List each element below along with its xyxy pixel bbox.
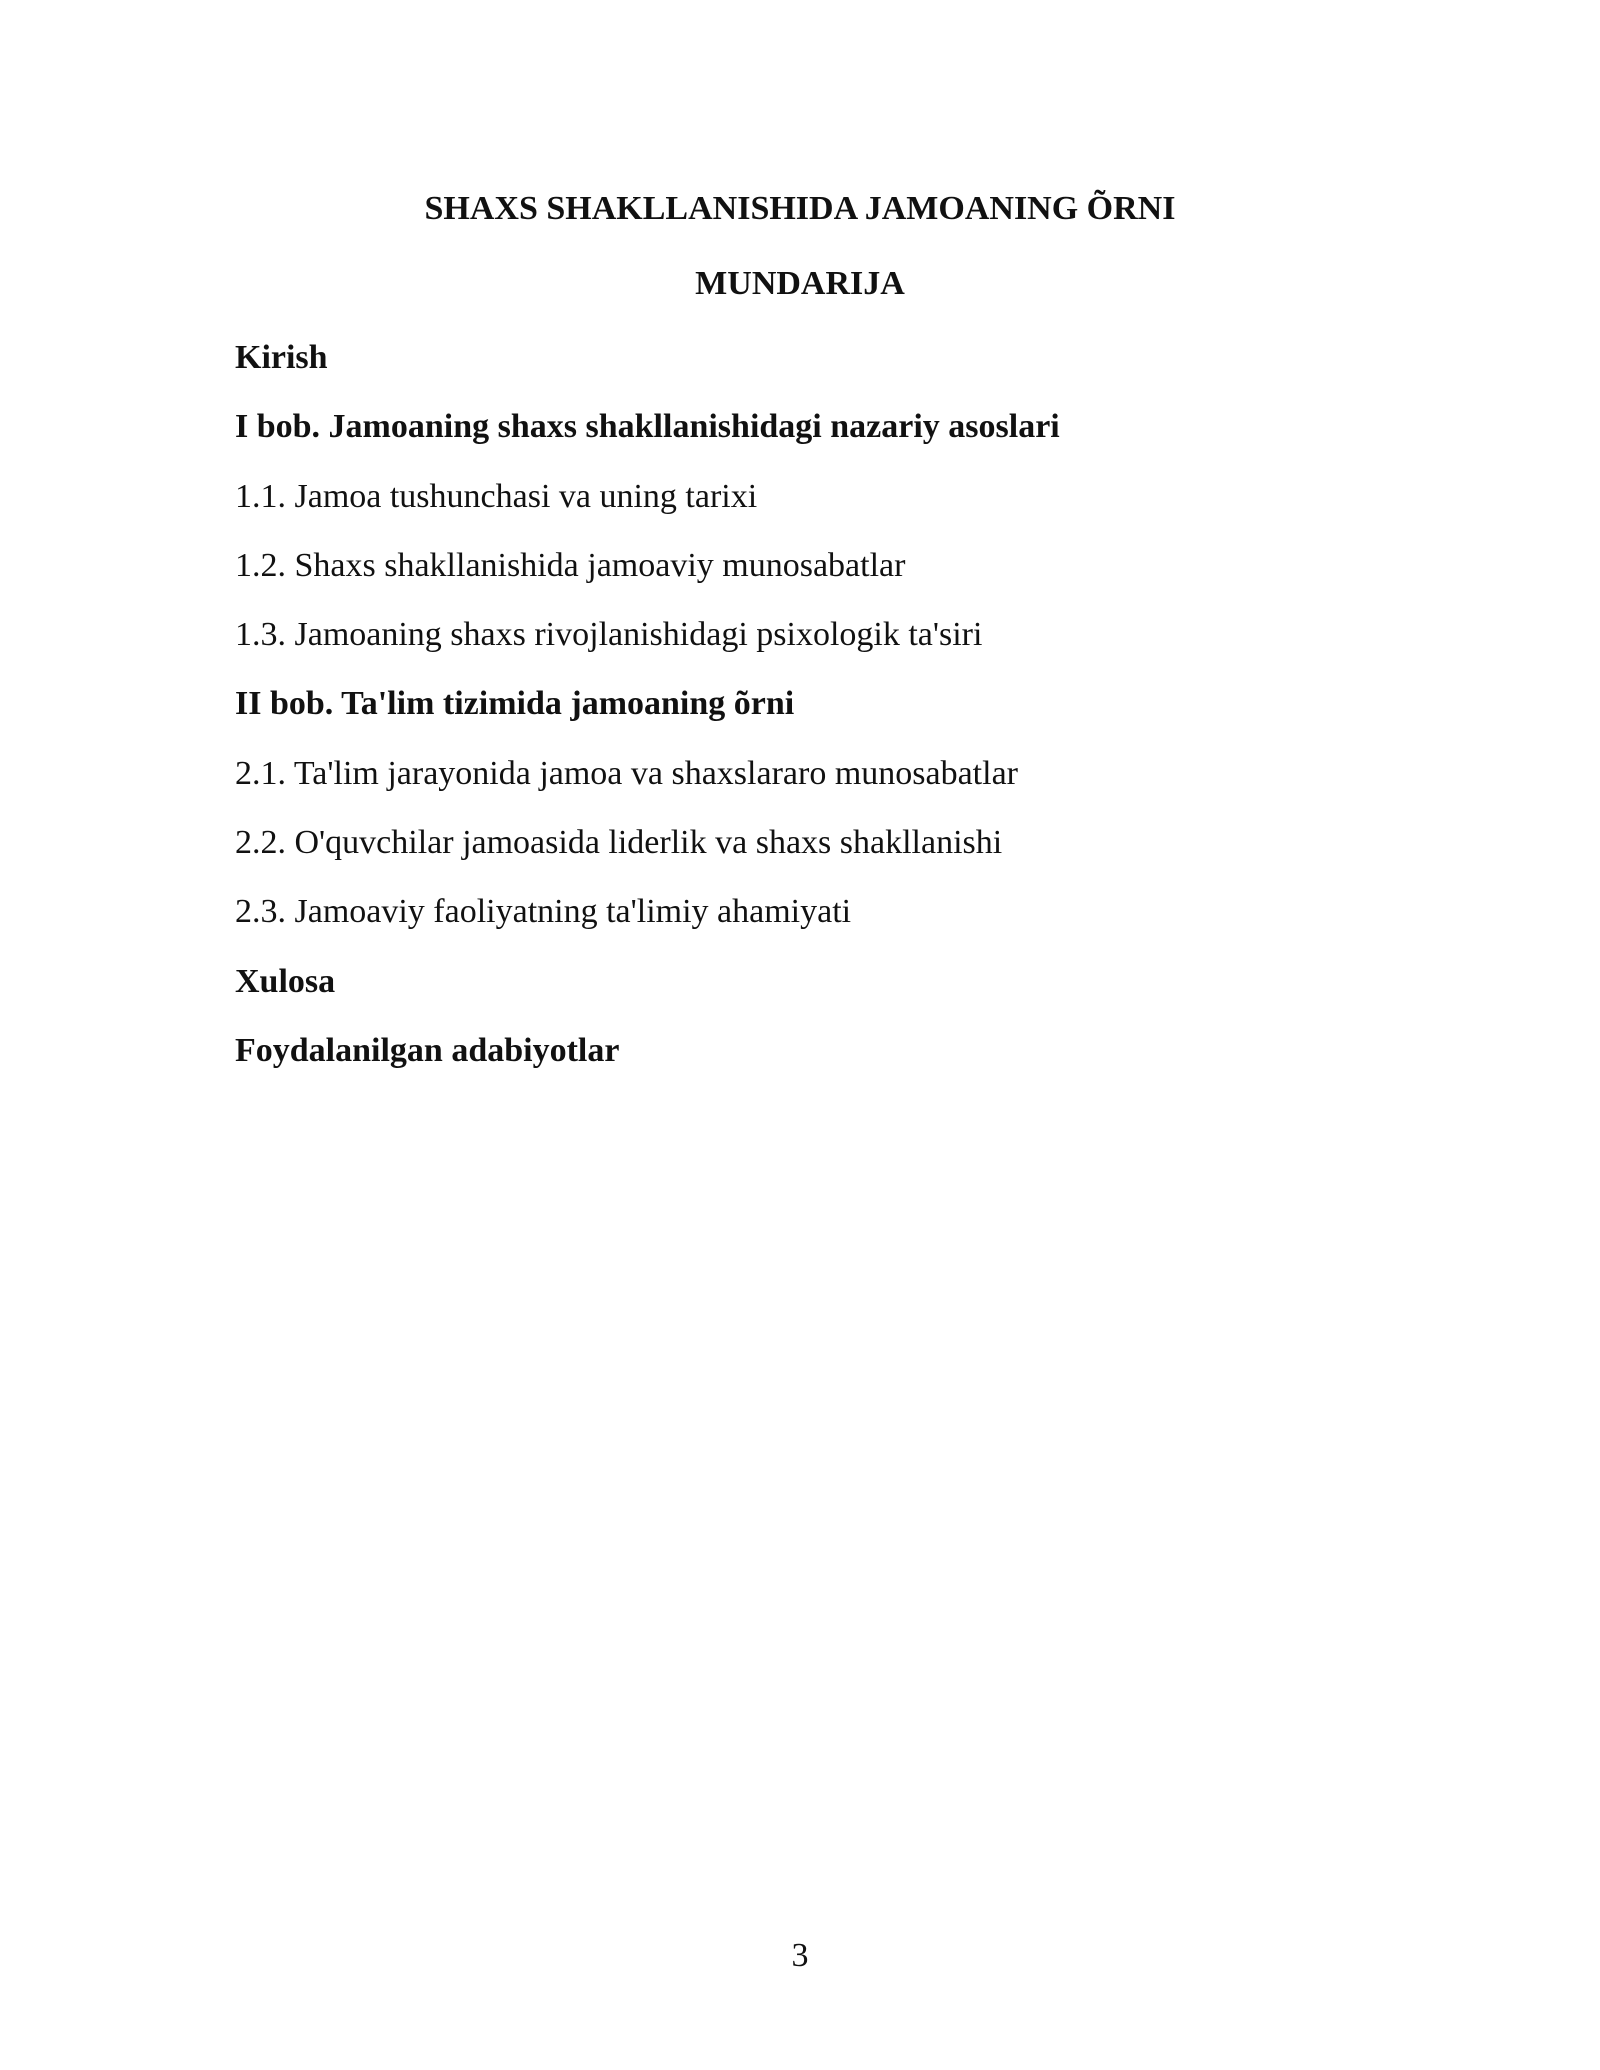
toc-item-2-3: 2.3. Jamoaviy faoliyatning ta'limiy ahamiyati bbox=[235, 893, 852, 931]
toc-item-kirish: Kirish bbox=[235, 339, 328, 376]
table-of-contents bbox=[235, 338, 1435, 1100]
document-title: SHAXS SHAKLLANISHIDA JAMOANING ÕRNI bbox=[424, 190, 1176, 227]
toc-item-xulosa: Xulosa bbox=[235, 962, 336, 1000]
toc-heading: MUNDARIJA bbox=[695, 265, 905, 302]
toc-item-chapter-2: II bob. Ta'lim tizimida jamoaning õrni bbox=[235, 685, 795, 723]
toc-item-references: Foydalanilgan adabiyotlar bbox=[235, 1031, 620, 1069]
toc-item-1-3: 1.3. Jamoaning shaxs rivojlanishidagi psixologik ta'siri bbox=[235, 616, 983, 654]
toc-item-1-1: 1.1. Jamoa tushunchasi va uning tarixi bbox=[235, 477, 758, 515]
toc-item-1-2: 1.2. Shaxs shakllanishida jamoaviy munosabatlar bbox=[235, 546, 906, 584]
page-number: 3 bbox=[791, 1937, 809, 1974]
toc-item-2-1: 2.1. Ta'lim jarayonida jamoa va shaxslararo munosabatlar bbox=[235, 754, 1018, 792]
toc-item-chapter-1: I bob. Jamoaning shaxs shakllanishidagi nazariy asoslari bbox=[235, 408, 1060, 446]
toc-item-2-2: 2.2. O'quvchilar jamoasida liderlik va shaxs shakllanishi bbox=[235, 824, 1003, 862]
